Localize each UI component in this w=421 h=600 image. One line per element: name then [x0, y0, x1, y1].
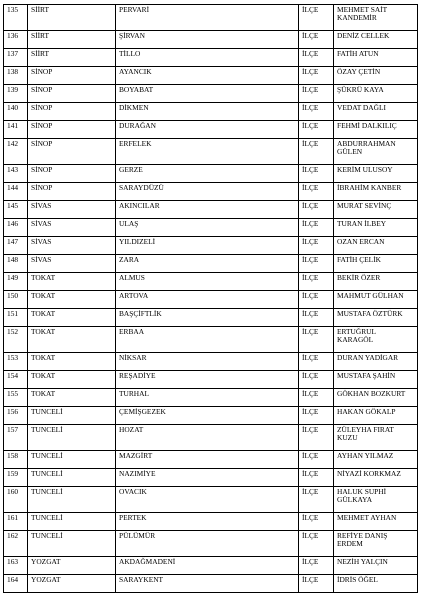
district-cell: BOYABAT	[116, 85, 299, 103]
table-row	[4, 49, 418, 67]
row-number: 138	[4, 67, 28, 85]
province-cell: SİNOP	[28, 85, 116, 103]
table-row	[4, 557, 418, 575]
table-row	[4, 237, 418, 255]
official-name-cell	[334, 31, 418, 49]
row-number: 149	[4, 273, 28, 291]
row-number: 155	[4, 389, 28, 407]
row-number: 136	[4, 31, 28, 49]
official-name-line: FATİH ÇELİK	[337, 255, 381, 264]
row-number: 156	[4, 407, 28, 425]
official-name-cell	[334, 575, 418, 593]
type-cell: İLÇE	[299, 407, 334, 425]
type-cell: İLÇE	[299, 327, 334, 353]
official-name-line: GÜLKAYA	[337, 495, 373, 505]
official-name-line: MEHMET SAİT	[337, 5, 388, 14]
official-name-line: GÜLEN	[337, 147, 363, 157]
province-cell: YOZGAT	[28, 575, 116, 593]
official-name-cell	[334, 531, 418, 557]
province-cell: SİNOP	[28, 67, 116, 85]
row-number: 142	[4, 139, 28, 165]
province-cell: TUNCELİ	[28, 513, 116, 531]
official-name-line: TURAN İLBEY	[337, 219, 387, 228]
province-cell: YOZGAT	[28, 557, 116, 575]
type-cell: İLÇE	[299, 425, 334, 451]
province-cell: SİVAS	[28, 237, 116, 255]
province-cell: TOKAT	[28, 389, 116, 407]
table-row	[4, 103, 418, 121]
type-cell: İLÇE	[299, 219, 334, 237]
row-number: 158	[4, 451, 28, 469]
table-row	[4, 165, 418, 183]
row-number: 147	[4, 237, 28, 255]
official-name-cell	[334, 389, 418, 407]
table-row	[4, 139, 418, 165]
district-cell: TİLLO	[116, 49, 299, 67]
district-cell: ERFELEK	[116, 139, 299, 165]
district-cell: PÜLÜMÜR	[116, 531, 299, 557]
official-name-cell	[334, 49, 418, 67]
table-row	[4, 183, 418, 201]
table-row	[4, 371, 418, 389]
type-cell: İLÇE	[299, 487, 334, 513]
official-name-line: KUZU	[337, 433, 358, 443]
row-number: 143	[4, 165, 28, 183]
official-name-line: OZAN ERCAN	[337, 237, 385, 246]
type-cell: İLÇE	[299, 309, 334, 327]
official-name-cell	[334, 67, 418, 85]
district-cell: AKINCILAR	[116, 201, 299, 219]
official-name-line: ERTUĞRUL	[337, 327, 376, 336]
official-name-cell	[334, 201, 418, 219]
table-row	[4, 309, 418, 327]
province-cell: TUNCELİ	[28, 531, 116, 557]
official-name-line: MURAT SEVİNÇ	[337, 201, 392, 210]
type-cell: İLÇE	[299, 513, 334, 531]
row-number: 145	[4, 201, 28, 219]
district-cell: ULAŞ	[116, 219, 299, 237]
province-cell: SİNOP	[28, 183, 116, 201]
district-cell: ARTOVA	[116, 291, 299, 309]
province-cell: TOKAT	[28, 371, 116, 389]
type-cell: İLÇE	[299, 49, 334, 67]
table-row	[4, 219, 418, 237]
district-cell: TURHAL	[116, 389, 299, 407]
district-cell: ALMUS	[116, 273, 299, 291]
official-name-line: ŞÜKRÜ KAYA	[337, 85, 384, 94]
official-name-cell	[334, 237, 418, 255]
official-name-line: MUSTAFA ŞAHİN	[337, 371, 396, 380]
official-name-cell	[334, 407, 418, 425]
official-name-line: HAKAN GÖKALP	[337, 407, 396, 416]
district-cell: AKDAĞMADENİ	[116, 557, 299, 575]
official-name-line: DENİZ CELLEK	[337, 31, 390, 40]
district-cell: REŞADİYE	[116, 371, 299, 389]
row-number: 144	[4, 183, 28, 201]
official-name-cell	[334, 5, 418, 31]
table-row	[4, 407, 418, 425]
official-name-line: MUSTAFA ÖZTÜRK	[337, 309, 403, 318]
official-name-line: İBRAHİM KANBER	[337, 183, 402, 192]
province-cell: TOKAT	[28, 353, 116, 371]
type-cell: İLÇE	[299, 389, 334, 407]
table-row	[4, 273, 418, 291]
type-cell: İLÇE	[299, 237, 334, 255]
table-row	[4, 85, 418, 103]
official-name-cell	[334, 557, 418, 575]
official-name-cell	[334, 451, 418, 469]
appointments-table	[3, 4, 418, 593]
table-row	[4, 291, 418, 309]
district-cell: AYANCIK	[116, 67, 299, 85]
province-cell: SİVAS	[28, 201, 116, 219]
type-cell: İLÇE	[299, 353, 334, 371]
table-row	[4, 31, 418, 49]
table-row	[4, 353, 418, 371]
official-name-line: MEHMET AYHAN	[337, 513, 397, 522]
official-name-line: FEHMİ DALKILIÇ	[337, 121, 397, 130]
type-cell: İLÇE	[299, 165, 334, 183]
district-cell: HOZAT	[116, 425, 299, 451]
table-row	[4, 487, 418, 513]
district-cell: SARAYDÜZÜ	[116, 183, 299, 201]
province-cell: SİVAS	[28, 255, 116, 273]
district-cell: ŞİRVAN	[116, 31, 299, 49]
type-cell: İLÇE	[299, 5, 334, 31]
official-name-cell	[334, 121, 418, 139]
table-body	[4, 5, 418, 593]
row-number: 162	[4, 531, 28, 557]
table-row	[4, 255, 418, 273]
province-cell: SİİRT	[28, 31, 116, 49]
type-cell: İLÇE	[299, 103, 334, 121]
type-cell: İLÇE	[299, 67, 334, 85]
table-row	[4, 389, 418, 407]
type-cell: İLÇE	[299, 531, 334, 557]
district-cell: DİKMEN	[116, 103, 299, 121]
province-cell: SİİRT	[28, 5, 116, 31]
official-name-line: KARAGÖL	[337, 335, 374, 345]
type-cell: İLÇE	[299, 469, 334, 487]
province-cell: SİNOP	[28, 165, 116, 183]
official-name-line: NİYAZİ KORKMAZ	[337, 469, 401, 478]
district-cell: SARAYKENT	[116, 575, 299, 593]
table-row	[4, 513, 418, 531]
province-cell: SİVAS	[28, 219, 116, 237]
table-row	[4, 425, 418, 451]
table-row	[4, 469, 418, 487]
official-name-cell	[334, 273, 418, 291]
official-name-cell	[334, 513, 418, 531]
official-name-cell	[334, 469, 418, 487]
district-cell: NİKSAR	[116, 353, 299, 371]
province-cell: SİNOP	[28, 139, 116, 165]
official-name-line: KANDEMİR	[337, 13, 377, 23]
official-name-cell	[334, 327, 418, 353]
province-cell: TOKAT	[28, 327, 116, 353]
type-cell: İLÇE	[299, 451, 334, 469]
table-row	[4, 5, 418, 31]
table-row	[4, 327, 418, 353]
row-number: 164	[4, 575, 28, 593]
province-cell: TUNCELİ	[28, 407, 116, 425]
official-name-cell	[334, 487, 418, 513]
district-cell: ZARA	[116, 255, 299, 273]
type-cell: İLÇE	[299, 121, 334, 139]
official-name-line: ABDURRAHMAN	[337, 139, 396, 148]
official-name-cell	[334, 291, 418, 309]
district-cell: YILDIZELİ	[116, 237, 299, 255]
row-number: 151	[4, 309, 28, 327]
official-name-line: AYHAN YILMAZ	[337, 451, 394, 460]
official-name-line: NEZİH YALÇIN	[337, 557, 388, 566]
official-name-cell	[334, 183, 418, 201]
province-cell: TUNCELİ	[28, 469, 116, 487]
type-cell: İLÇE	[299, 371, 334, 389]
type-cell: İLÇE	[299, 183, 334, 201]
district-cell: MAZGİRT	[116, 451, 299, 469]
official-name-line: KERİM ULUSOY	[337, 165, 393, 174]
row-number: 153	[4, 353, 28, 371]
district-cell: ERBAA	[116, 327, 299, 353]
row-number: 150	[4, 291, 28, 309]
district-cell: PERTEK	[116, 513, 299, 531]
official-name-cell	[334, 425, 418, 451]
official-name-cell	[334, 255, 418, 273]
province-cell: TOKAT	[28, 273, 116, 291]
official-name-line: VEDAT DAĞLI	[337, 103, 386, 112]
row-number: 139	[4, 85, 28, 103]
district-cell: BAŞÇİFTLİK	[116, 309, 299, 327]
province-cell: TUNCELİ	[28, 425, 116, 451]
official-name-cell	[334, 103, 418, 121]
district-cell: NAZIMİYE	[116, 469, 299, 487]
row-number: 135	[4, 5, 28, 31]
row-number: 141	[4, 121, 28, 139]
official-name-line: FATİH ATUN	[337, 49, 379, 58]
official-name-cell	[334, 85, 418, 103]
province-cell: SİNOP	[28, 121, 116, 139]
row-number: 154	[4, 371, 28, 389]
province-cell: TUNCELİ	[28, 487, 116, 513]
official-name-cell	[334, 165, 418, 183]
row-number: 163	[4, 557, 28, 575]
type-cell: İLÇE	[299, 139, 334, 165]
official-name-line: ERDEM	[337, 539, 363, 549]
table-row	[4, 531, 418, 557]
table-row	[4, 121, 418, 139]
row-number: 146	[4, 219, 28, 237]
row-number: 161	[4, 513, 28, 531]
row-number: 152	[4, 327, 28, 353]
province-cell: TOKAT	[28, 291, 116, 309]
type-cell: İLÇE	[299, 291, 334, 309]
table-row	[4, 67, 418, 85]
official-name-line: ZÜLEYHA FIRAT	[337, 425, 394, 434]
type-cell: İLÇE	[299, 557, 334, 575]
type-cell: İLÇE	[299, 85, 334, 103]
type-cell: İLÇE	[299, 255, 334, 273]
official-name-line: İDRİS ÖĞEL	[337, 575, 378, 584]
row-number: 157	[4, 425, 28, 451]
district-cell: GERZE	[116, 165, 299, 183]
district-cell: DURAĞAN	[116, 121, 299, 139]
district-cell: ÇEMİŞGEZEK	[116, 407, 299, 425]
official-name-line: ÖZAY ÇETİN	[337, 67, 381, 76]
table-row	[4, 201, 418, 219]
official-name-line: GÖKHAN BOZKURT	[337, 389, 406, 398]
district-cell: PERVARİ	[116, 5, 299, 31]
official-name-line: DURAN YADİGAR	[337, 353, 399, 362]
row-number: 160	[4, 487, 28, 513]
row-number: 140	[4, 103, 28, 121]
province-cell: SİİRT	[28, 49, 116, 67]
type-cell: İLÇE	[299, 575, 334, 593]
type-cell: İLÇE	[299, 273, 334, 291]
row-number: 148	[4, 255, 28, 273]
official-name-cell	[334, 371, 418, 389]
official-name-line: BEKİR ÖZER	[337, 273, 381, 282]
district-cell: OVACIK	[116, 487, 299, 513]
official-name-line: MAHMUT GÜLHAN	[337, 291, 404, 300]
table-row	[4, 451, 418, 469]
official-name-cell	[334, 309, 418, 327]
official-name-line: HALUK SUPHİ	[337, 487, 387, 496]
province-cell: TUNCELİ	[28, 451, 116, 469]
official-name-cell	[334, 219, 418, 237]
official-name-line: REFİYE DANIŞ	[337, 531, 388, 540]
row-number: 137	[4, 49, 28, 67]
type-cell: İLÇE	[299, 31, 334, 49]
official-name-cell	[334, 139, 418, 165]
province-cell: TOKAT	[28, 309, 116, 327]
row-number: 159	[4, 469, 28, 487]
type-cell: İLÇE	[299, 201, 334, 219]
province-cell: SİNOP	[28, 103, 116, 121]
table-row	[4, 575, 418, 593]
official-name-cell	[334, 353, 418, 371]
